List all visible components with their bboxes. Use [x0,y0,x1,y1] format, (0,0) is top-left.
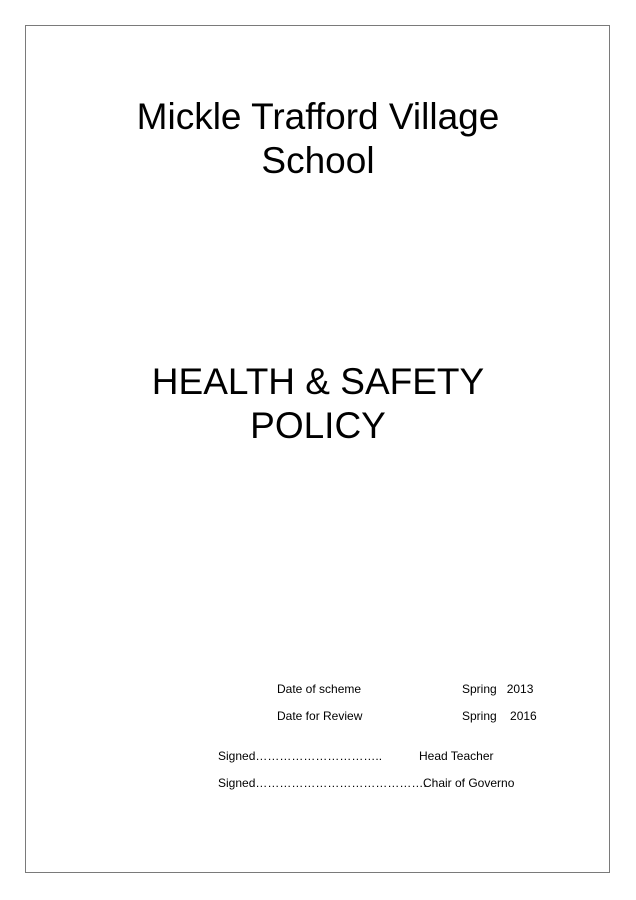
head-teacher-role: Head Teacher [419,749,494,763]
school-title-line-1: Mickle Trafford Village [136,96,500,137]
head-teacher-signature-line: Signed………………………….. [218,749,383,763]
date-for-review-value: Spring 2016 [462,709,537,723]
date-for-review-label: Date for Review [277,709,363,723]
policy-title [0,360,636,448]
policy-title-line-2: POLICY [250,405,386,446]
chair-of-governors-role: Chair of Governo [423,776,515,790]
school-title [0,95,636,183]
chair-signature-line: Signed……………………………………. [218,776,427,790]
policy-title-line-1: HEALTH & SAFETY [151,361,485,402]
school-title-line-2: School [261,140,375,181]
date-of-scheme-label: Date of scheme [277,682,362,696]
date-of-scheme-value: Spring 2013 [462,682,534,696]
